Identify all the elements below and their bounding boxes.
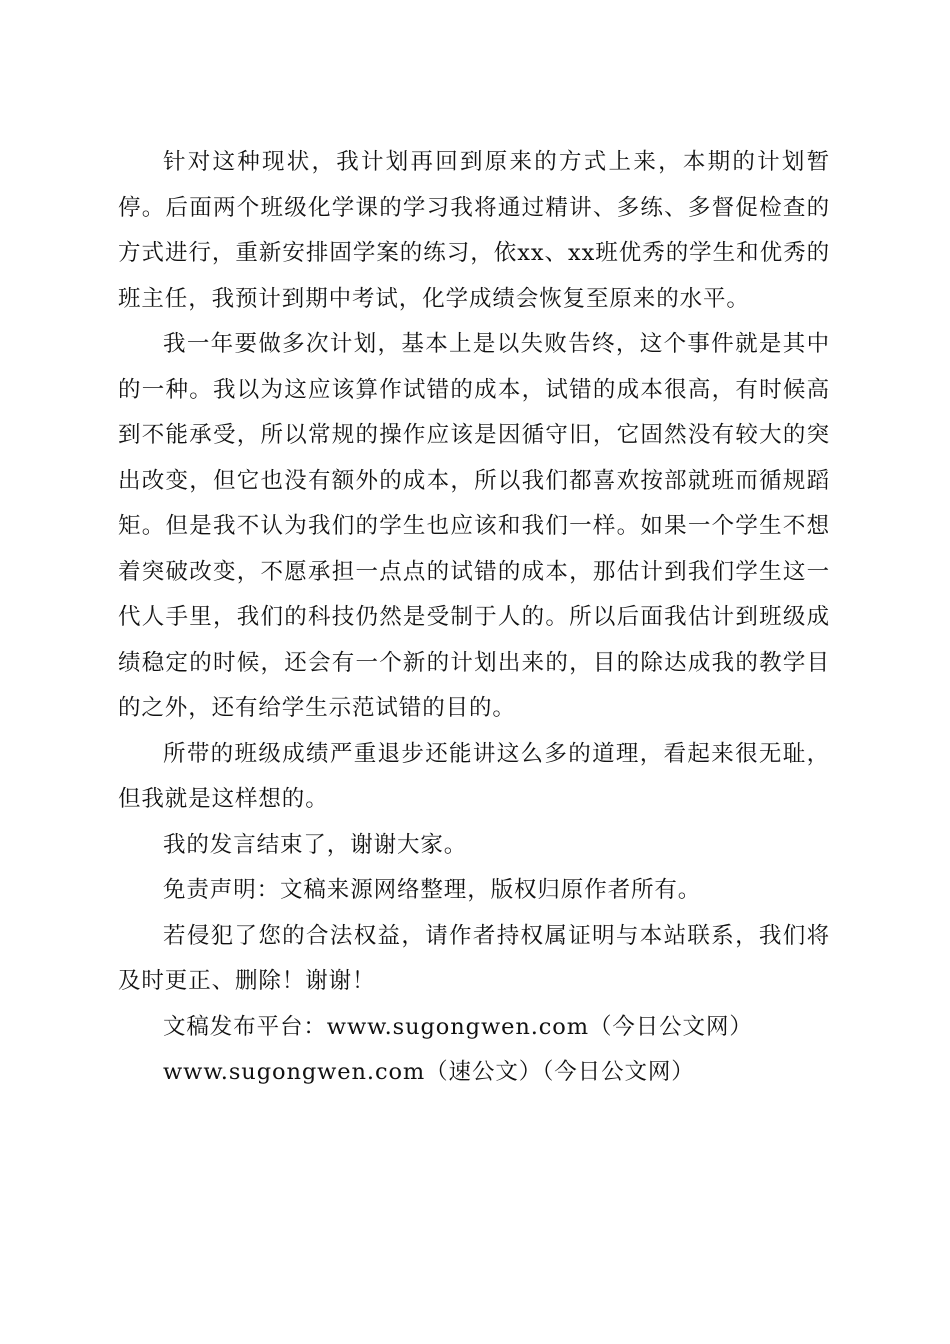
paragraph-closing: 我的发言结束了，谢谢大家。 xyxy=(163,831,468,858)
paragraph-publish-platform: 文稿发布平台：www.sugongwen.com（今日公文网） xyxy=(163,1013,753,1040)
paragraph-site-url: www.sugongwen.com（速公文）（今日公文网） xyxy=(163,1059,695,1085)
paragraph-rights-notice: 若侵犯了您的合法权益，请作者持权属证明与本站联系，我们将及时更正、删除！谢谢！ xyxy=(118,922,830,994)
paragraph-plan-pause: 针对这种现状，我计划再回到原来的方式上来，本期的计划暂停。后面两个班级化学课的学习我将通过精讲、多练、多督促检查的方式进行，重新安排固学案的练习，依xx、xx班优秀的学生和优秀的班主任，我预计到期中考试，化学成绩会恢复至原来的水平。 xyxy=(118,149,830,312)
document-body xyxy=(118,140,830,1096)
paragraph-trial-error-cost: 我一年要做多次计划，基本上是以失败告终，这个事件就是其中的一种。我以为这应该算作试错的成本，试错的成本很高，有时候高到不能承受，所以常规的操作应该是因循守旧，它固然没有较大的突出改变，但它也没有额外的成本，所以我们都喜欢按部就班而循规蹈矩。但是我不认为我们的学生也应该和我们一样。如果一个学生不想着突破改变，不愿承担一点点的试错的成本，那估计到我们学生这一代人手里，我们的科技仍然是受制于人的。所以后面我估计到班级成绩稳定的时候，还会有一个新的计划出来的，目的除达成我的教学目的之外，还有给学生示范试错的目的。 xyxy=(118,331,830,721)
paragraph-reflection: 所带的班级成绩严重退步还能讲这么多的道理，看起来很无耻，但我就是这样想的。 xyxy=(118,740,830,812)
paragraph-disclaimer: 免责声明：文稿来源网络整理，版权归原作者所有。 xyxy=(163,877,702,903)
